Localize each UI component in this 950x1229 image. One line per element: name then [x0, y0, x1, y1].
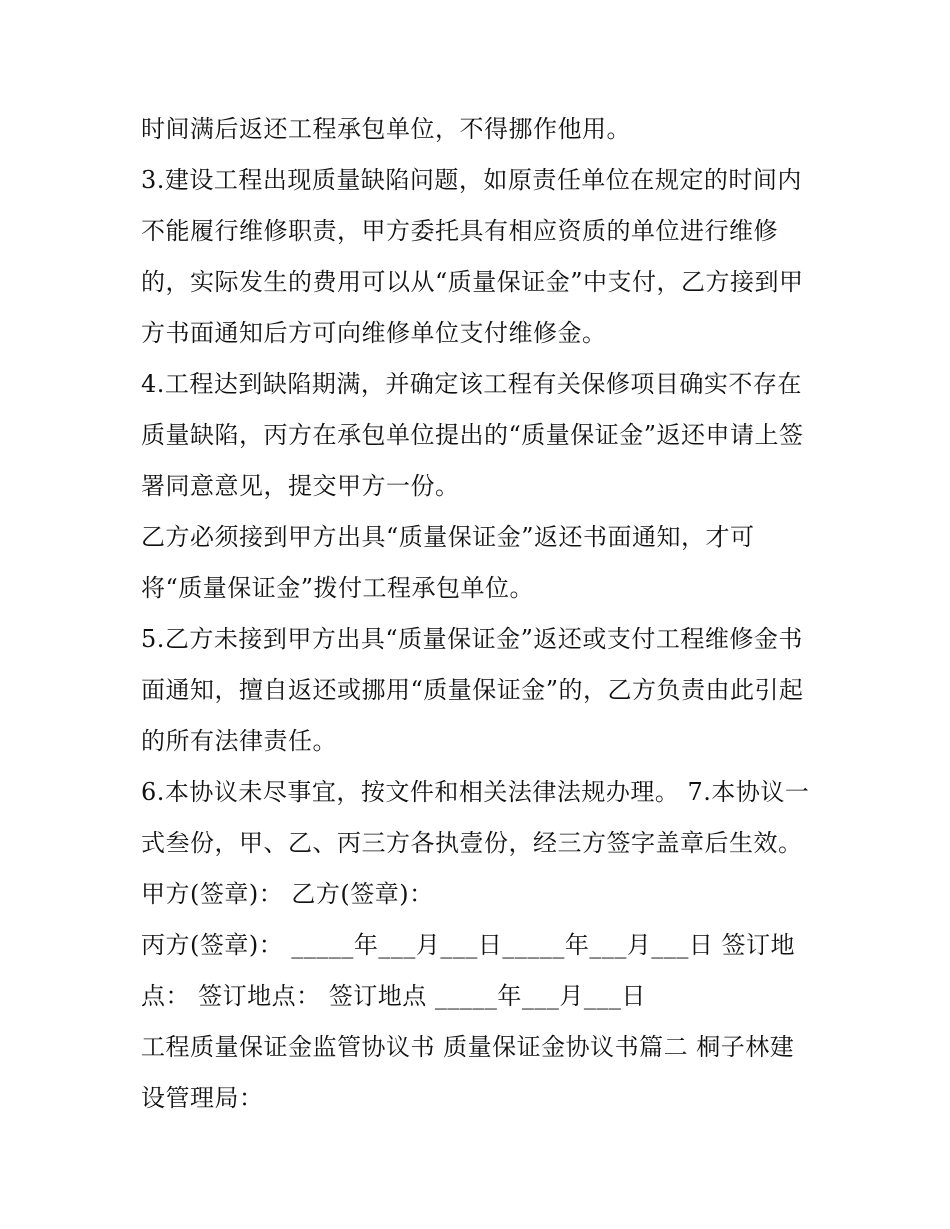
text-line: 将“质量保证金”拨付工程承包单位。 — [141, 574, 535, 602]
text-line: 5.乙方未接到甲方出具“质量保证金”返还或支付工程维修金书 — [141, 625, 803, 653]
text-line: 式叁份，甲、乙、丙三方各执壹份，经三方签字盖章后生效。 — [141, 829, 803, 857]
text-line: 面通知，擅自返还或挪用“质量保证金”的，乙方负责由此引起 — [141, 676, 804, 704]
text-line: 的所有法律责任。 — [141, 727, 337, 755]
text-line: 4.工程达到缺陷期满，并确定该工程有关保修项目确实不存在 — [141, 370, 802, 398]
text-line: 6.本协议未尽事宜，按文件和相关法律法规办理。 7.本协议一 — [141, 778, 810, 806]
signature-date-line: 丙方(签章)： _____年___月___日_____年___月___日 签订地 — [141, 931, 795, 959]
section-title-line: 工程质量保证金监管协议书 质量保证金协议书篇二 桐子林建 — [141, 1033, 795, 1061]
text-line: 3.建设工程出现质量缺陷问题，如原责任单位在规定的时间内 — [141, 166, 802, 194]
text-line: 的，实际发生的费用可以从“质量保证金”中支付，乙方接到甲 — [141, 268, 804, 296]
document-body — [141, 104, 841, 1124]
text-line: 署同意意见，提交甲方一份。 — [141, 472, 460, 500]
text-line: 不能履行维修职责，甲方委托具有相应资质的单位进行维修 — [141, 217, 778, 245]
signature-line: 甲方(签章)： 乙方(签章)： — [141, 880, 434, 908]
text-line: 乙方必须接到甲方出具“质量保证金”返还书面通知，才可 — [141, 523, 755, 551]
signing-place-line: 点： 签订地点： 签订地点 _____年___月___日 — [141, 982, 646, 1010]
text-line: 质量缺陷，丙方在承包单位提出的“质量保证金”返还申请上签 — [141, 421, 804, 449]
text-line: 时间满后返还工程承包单位，不得挪作他用。 — [141, 115, 631, 143]
addressee-line: 设管理局： — [141, 1084, 264, 1112]
text-line: 方书面通知后方可向维修单位支付维修金。 — [141, 319, 607, 347]
